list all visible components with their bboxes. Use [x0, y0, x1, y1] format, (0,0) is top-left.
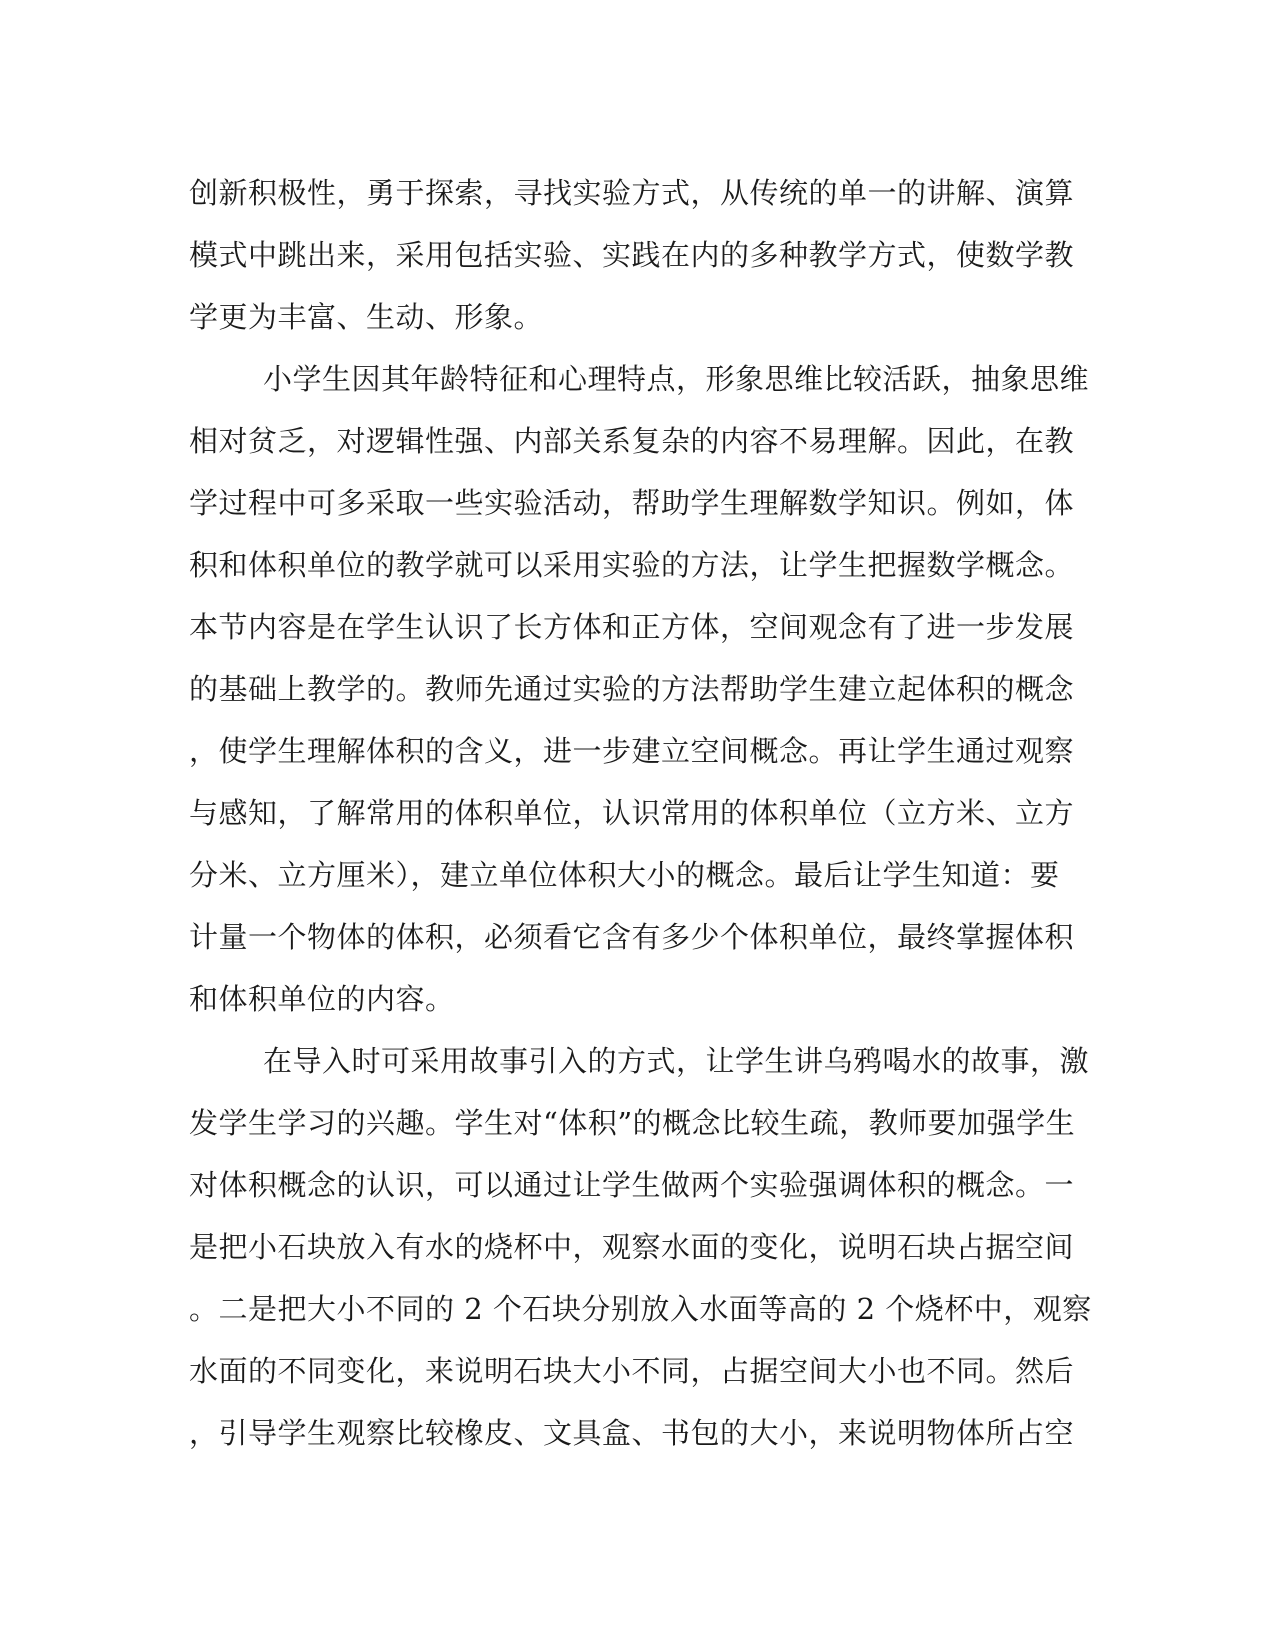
text-line: 发学生学习的兴趣。学生对“体积”的概念比较生疏，教师要加强学生 [189, 1106, 1076, 1140]
paragraph-first-line: 在导入时可采用故事引入的方式，让学生讲乌鸦喝水的故事，激 [263, 1044, 1090, 1078]
text-line: 是把小石块放入有水的烧杯中，观察水面的变化，说明石块占据空间 [189, 1230, 1075, 1264]
text-line: ，引导学生观察比较橡皮、文具盒、书包的大小，来说明物体所占空 [189, 1416, 1075, 1450]
text-line: 创新积极性，勇于探索，寻找实验方式，从传统的单一的讲解、演算 [189, 176, 1075, 210]
text-line: 相对贫乏，对逻辑性强、内部关系复杂的内容不易理解。因此，在教 [189, 424, 1075, 458]
body-text [189, 162, 1092, 1464]
text-line: 水面的不同变化，来说明石块大小不同，占据空间大小也不同。然后 [189, 1354, 1075, 1388]
text-line: 和体积单位的内容。 [189, 982, 455, 1016]
text-line: ，使学生理解体积的含义，进一步建立空间概念。再让学生通过观察 [189, 734, 1075, 768]
text-line: 。二是把大小不同的 2 个石块分别放入水面等高的 2 个烧杯中，观察 [189, 1292, 1092, 1326]
paragraph-first-line: 小学生因其年龄特征和心理特点，形象思维比较活跃，抽象思维 [263, 362, 1090, 396]
text-line: 积和体积单位的教学就可以采用实验的方法，让学生把握数学概念。 [189, 548, 1075, 582]
text-line: 与感知，了解常用的体积单位，认识常用的体积单位（立方米、立方 [189, 796, 1075, 830]
text-line: 分米、立方厘米），建立单位体积大小的概念。最后让学生知道：要 [189, 858, 1060, 892]
text-line: 的基础上教学的。教师先通过实验的方法帮助学生建立起体积的概念 [189, 672, 1075, 706]
text-line: 对体积概念的认识，可以通过让学生做两个实验强调体积的概念。一 [189, 1168, 1075, 1202]
text-line: 学更为丰富、生动、形象。 [189, 300, 544, 334]
text-line: 模式中跳出来，采用包括实验、实践在内的多种教学方式，使数学教 [189, 238, 1075, 272]
text-line: 本节内容是在学生认识了长方体和正方体，空间观念有了进一步发展 [189, 610, 1075, 644]
text-line: 学过程中可多采取一些实验活动，帮助学生理解数学知识。例如，体 [189, 486, 1075, 520]
text-line: 计量一个物体的体积，必须看它含有多少个体积单位，最终掌握体积 [189, 920, 1075, 954]
